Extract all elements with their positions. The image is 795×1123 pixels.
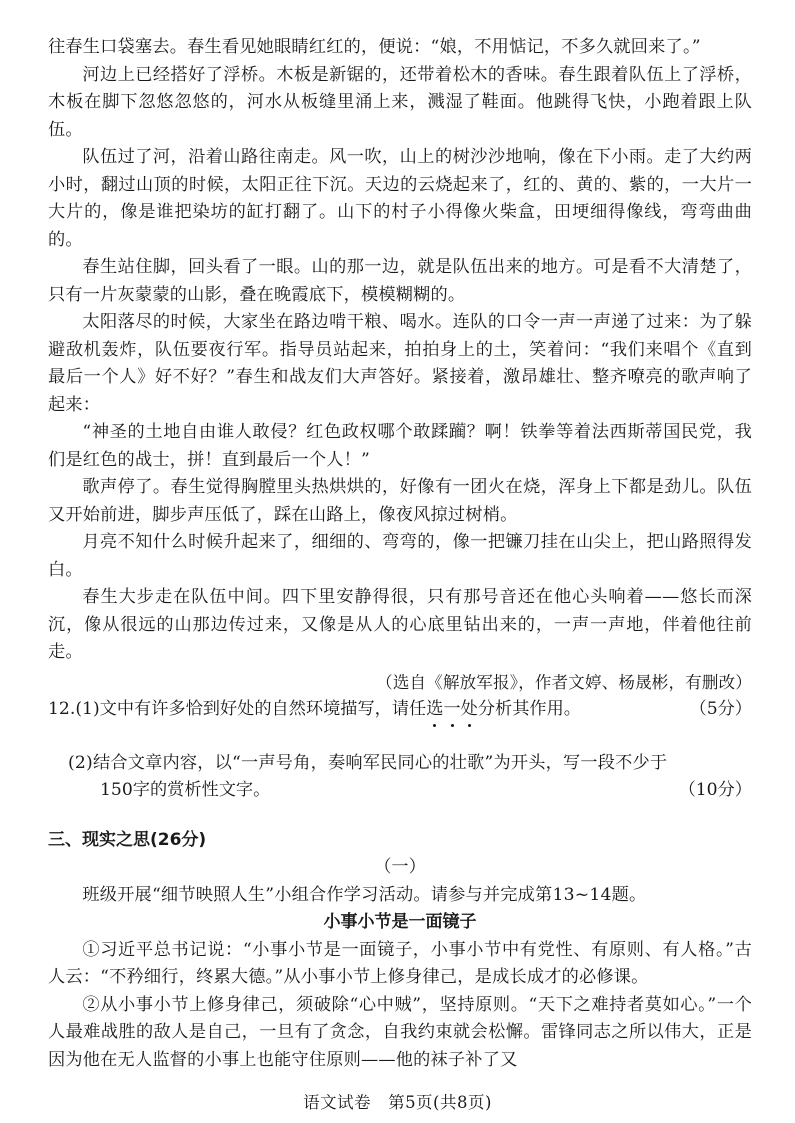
- question-12-2-line2: 150字的赏析性文字。: [100, 780, 271, 800]
- article-paragraph: ①习近平总书记说：“小事小节是一面镜子，小事小节中有党性、有原则、有人格。”古人云：“不矜细行，终累大德。”从小事小节上修身律己，是成长成才的必修课。: [48, 939, 752, 987]
- emphasized-text: [426, 699, 478, 719]
- passage-paragraph: 月亮不知什么时候升起来了，细细的、弯弯的，像一把镰刀挂在山尖上，把山路照得发白。: [48, 532, 752, 580]
- question-12-2-line1: (2)结合文章内容，以“一声号角，奏响军民同心的壮歌”为开头，写一段不少于: [68, 752, 668, 773]
- question-12-2-line2-row: [68, 777, 752, 805]
- section-title: 三、现实之思(26分): [48, 829, 207, 850]
- subsection-number: （一）: [374, 857, 426, 877]
- exam-page: [48, 34, 752, 1074]
- emphasis-dot-char: 选: [426, 696, 443, 724]
- passage-paragraph: 河边上已经搭好了浮桥。木板是新锯的，还带着松木的香味。春生跟着队伍上了浮桥，木板在脚下忽悠忽悠的，河水从板缝里涌上来，溅湿了鞋面。他跳得飞快，小跑着跟上队伍。: [48, 64, 752, 140]
- source-citation: （选自《解放军报》，作者文婷、杨晟彬，有删改）: [376, 672, 752, 692]
- question-12-2-score: （10分）: [678, 780, 752, 800]
- passage-paragraph: 春生站住脚，回头看了一眼。山的那一边，就是队伍出来的地方。可是看不大清楚了，只有一片灰蒙蒙的山影，叠在晚霞底下，模模糊糊的。: [48, 257, 752, 305]
- passage-paragraph: 春生大步走在队伍中间。四下里安静得很，只有那号音还在他心头响着——悠长而深沉，像从很远的山那边传过来，又像是从人的心底里钻出来的，一声一声地，伴着他往前走。: [48, 587, 752, 662]
- question-12-1-score: （5分）: [689, 699, 752, 719]
- passage-paragraph: 队伍过了河，沿着山路往南走。风一吹，山上的树沙沙地响，像在下小雨。走了大约两小时，翻过山顶的时候，太阳正往下沉。天边的云烧起来了，红的、黄的、紫的，一大片一大片的，像是谁把染坊的缸打翻了。山下的村子小得像火柴盒，田埂细得像线，弯弯曲曲的。: [48, 147, 752, 250]
- passage-paragraph: 歌声停了。春生觉得胸膛里头热烘烘的，好像有一团火在烧，浑身上下都是劲儿。队伍又开始前进，脚步声压低了，踩在山路上，像夜风掠过树梢。: [48, 477, 752, 525]
- question-12-1-prefix: 12.(1)文中有许多恰到好处的自然环境描写，请任: [48, 699, 427, 719]
- article-paragraph: ②从小事小节上修身律己，须破除“心中贼”，坚持原则。“天下之难持者莫如心。”一个人最难战胜的敌人是自己，一旦有了贪念，自我约束就会松懈。雷锋同志之所以伟大，正是因为他在无人监督的小事上也能守住原则——他的袜子补了又: [48, 994, 752, 1070]
- question-12-2: [48, 750, 752, 805]
- article-heading: 小事小节是一面镜子: [323, 912, 477, 932]
- passage-paragraph: 往春生口袋塞去。春生看见她眼睛红红的，便说：“娘，不用惦记，不多久就回来了。”: [48, 37, 701, 57]
- question-12-1-text: [48, 696, 680, 724]
- emphasis-dot-char: 一: [443, 696, 460, 724]
- passage-paragraph: 太阳落尽的时候，大家坐在路边啃干粮、喝水。连队的口令一声一声递了过来：为了躲避敌机轰炸，队伍要夜行军。指导员站起来，拍拍身上的土，笑着问：“我们来唱个《直到最后一个人》好不好？”春生和战友们大声答好。紧接着，激昂雄壮、整齐嘹亮的歌声响了起来：: [48, 312, 752, 415]
- question-12-1: [48, 696, 752, 724]
- emphasis-dot-char: 处: [461, 696, 478, 724]
- activity-intro: 班级开展“细节映照人生”小组合作学习活动。请参与并完成第13~14题。: [82, 884, 647, 905]
- question-12-1-suffix: 分析其作用。: [477, 699, 581, 719]
- song-lyrics: “神圣的土地自由谁人敢侵？红色政权哪个敢蹂躏？啊！铁拳等着法西斯蒂国民党，我们是红色的战士，拼！直到最后一个人！”: [48, 422, 752, 470]
- page-footer: 语文试卷 第5页(共8页): [303, 1093, 492, 1112]
